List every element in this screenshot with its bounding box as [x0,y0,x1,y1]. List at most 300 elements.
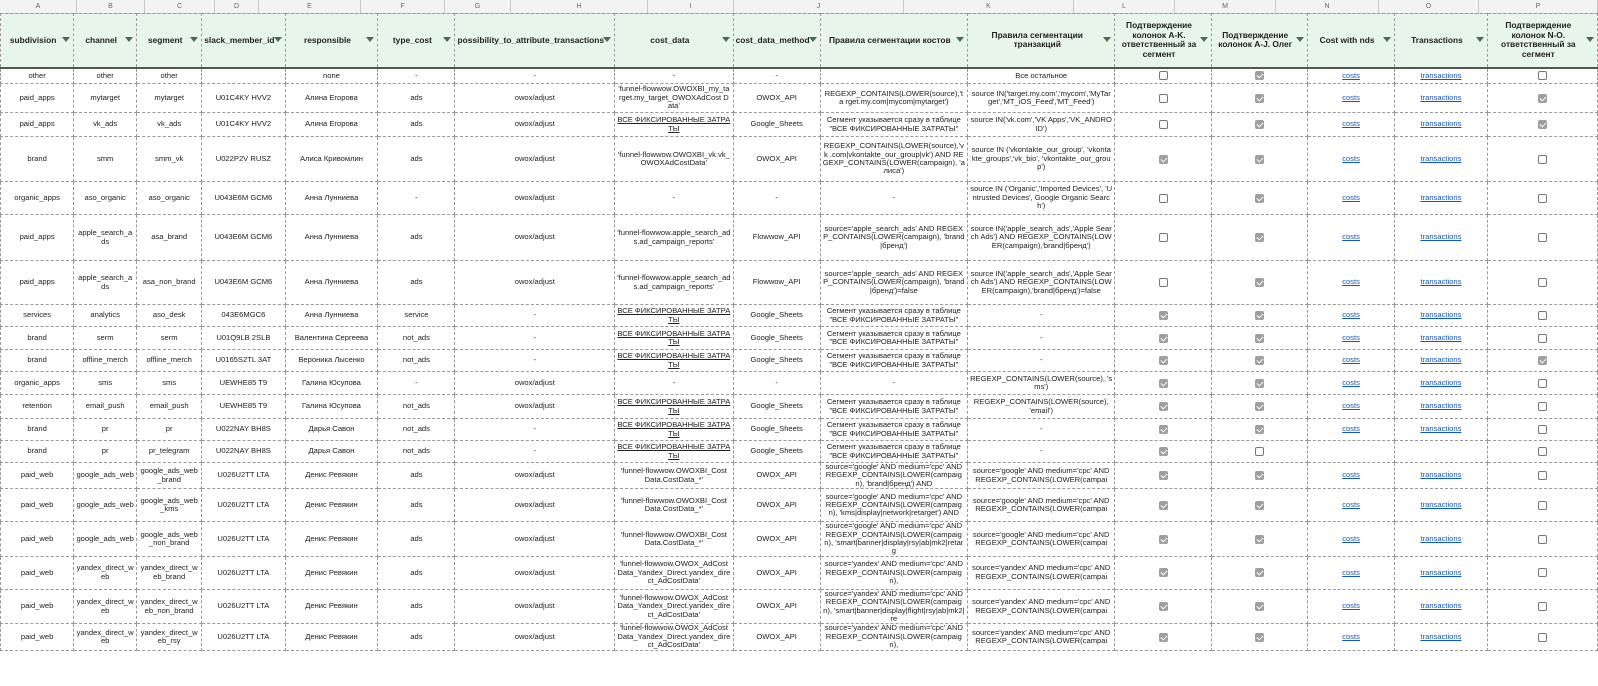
cell-confirm-no[interactable] [1487,305,1597,327]
cell-confirm-ak[interactable] [1115,84,1211,113]
cell-possibility[interactable] [455,522,615,557]
cell-type-cost[interactable] [378,419,455,441]
checkbox[interactable] [1538,334,1547,343]
transactions-link[interactable]: transactions [1420,601,1462,611]
checkbox[interactable] [1255,402,1264,411]
filter-dropdown-icon[interactable] [1383,37,1391,42]
checkbox[interactable] [1255,535,1264,544]
cell-confirm-aj[interactable] [1211,261,1307,305]
cell-channel[interactable] [74,215,137,261]
cell-cost-link[interactable] [1307,395,1394,419]
cell-type-cost[interactable] [378,463,455,489]
cell-confirm-ak[interactable] [1115,215,1211,261]
cell-type-cost[interactable] [378,137,455,182]
cell-channel[interactable] [74,327,137,350]
cell-trans-link[interactable] [1395,489,1487,522]
costs-link[interactable]: costs [1342,377,1360,387]
cell-type-cost[interactable] [378,350,455,372]
cell-type-cost[interactable] [378,372,455,395]
filter-dropdown-icon[interactable] [274,37,282,42]
checkbox[interactable] [1255,94,1264,103]
cell-cost-data-method[interactable] [733,350,820,372]
cell-confirm-ak[interactable] [1115,589,1211,624]
header-channel[interactable] [74,14,137,68]
checkbox[interactable] [1255,155,1264,164]
costs-link[interactable]: costs [1342,424,1360,434]
cell-cost-rules[interactable] [820,463,967,489]
transactions-link[interactable]: transactions [1420,500,1462,510]
cell-subdivision[interactable] [1,84,74,113]
header-cost-data-method[interactable] [733,14,820,68]
cell-cost-data-method[interactable] [733,419,820,441]
cell-cost-data-method[interactable] [733,372,820,395]
cell-confirm-aj[interactable] [1211,182,1307,215]
cell-cost-data-method[interactable] [733,522,820,557]
cell-possibility[interactable] [455,624,615,650]
cell-type-cost[interactable] [378,624,455,650]
cell-subdivision[interactable] [1,441,74,463]
cell-confirm-no[interactable] [1487,113,1597,137]
cell-responsible[interactable] [285,137,378,182]
cell-confirm-aj[interactable] [1211,113,1307,137]
cell-confirm-aj[interactable] [1211,441,1307,463]
cell-segment[interactable] [137,463,202,489]
cell-trans-link[interactable] [1395,441,1487,463]
cell-type-cost[interactable] [378,327,455,350]
checkbox[interactable] [1538,471,1547,480]
cell-segment[interactable] [137,137,202,182]
cell-trans-rules[interactable] [968,215,1115,261]
cell-subdivision[interactable] [1,68,74,84]
cell-confirm-aj[interactable] [1211,84,1307,113]
cell-cost-rules[interactable] [820,419,967,441]
column-letter-b[interactable]: B [77,0,145,13]
cell-responsible[interactable] [285,327,378,350]
checkbox[interactable] [1538,278,1547,287]
cell-confirm-no[interactable] [1487,463,1597,489]
cell-confirm-aj[interactable] [1211,305,1307,327]
checkbox[interactable] [1538,155,1547,164]
fixed-costs-link[interactable]: ВСЕ ФИКСИРОВАННЫЕ ЗАТРАТЫ [617,351,731,369]
column-letter-f[interactable]: F [361,0,445,13]
checkbox[interactable] [1159,155,1168,164]
costs-link[interactable]: costs [1342,332,1360,342]
cell-confirm-no[interactable] [1487,350,1597,372]
cell-cost-link[interactable] [1307,624,1394,650]
cell-cost-rules[interactable] [820,589,967,624]
checkbox[interactable] [1159,602,1168,611]
cell-channel[interactable] [74,182,137,215]
cell-slack-member-id[interactable] [202,522,285,557]
cell-cost-data[interactable] [615,441,734,463]
cell-trans-rules[interactable] [968,84,1115,113]
cell-responsible[interactable] [285,395,378,419]
cell-type-cost[interactable] [378,68,455,84]
cell-confirm-no[interactable] [1487,489,1597,522]
cell-cost-data-method[interactable] [733,489,820,522]
cell-confirm-aj[interactable] [1211,327,1307,350]
cell-confirm-ak[interactable] [1115,395,1211,419]
cell-confirm-no[interactable] [1487,182,1597,215]
column-letter-p[interactable]: P [1479,0,1598,13]
cell-segment[interactable] [137,489,202,522]
cell-cost-link[interactable] [1307,68,1394,84]
filter-dropdown-icon[interactable] [722,37,730,42]
header-subdivision[interactable] [1,14,74,68]
column-letter-e[interactable]: E [259,0,361,13]
cell-confirm-aj[interactable] [1211,350,1307,372]
cell-cost-data[interactable] [615,463,734,489]
cell-cost-rules[interactable] [820,113,967,137]
cell-type-cost[interactable] [378,489,455,522]
cell-confirm-no[interactable] [1487,215,1597,261]
cell-confirm-aj[interactable] [1211,395,1307,419]
cell-type-cost[interactable] [378,589,455,624]
cell-responsible[interactable] [285,113,378,137]
cell-type-cost[interactable] [378,395,455,419]
cell-cost-data[interactable] [615,489,734,522]
checkbox[interactable] [1538,447,1547,456]
cell-confirm-ak[interactable] [1115,463,1211,489]
cell-slack-member-id[interactable] [202,372,285,395]
cell-slack-member-id[interactable] [202,395,285,419]
costs-link[interactable]: costs [1342,470,1360,480]
fixed-costs-link[interactable]: ВСЕ ФИКСИРОВАННЫЕ ЗАТРАТЫ [617,328,731,346]
transactions-link[interactable]: transactions [1420,153,1462,163]
filter-dropdown-icon[interactable] [443,37,451,42]
transactions-link[interactable]: transactions [1420,119,1462,129]
cell-cost-link[interactable] [1307,419,1394,441]
transactions-link[interactable]: transactions [1420,401,1462,411]
cell-trans-rules[interactable] [968,182,1115,215]
cell-channel[interactable] [74,305,137,327]
cell-trans-link[interactable] [1395,68,1487,84]
cell-cost-data[interactable] [615,113,734,137]
checkbox[interactable] [1159,71,1168,80]
checkbox[interactable] [1159,501,1168,510]
cell-confirm-ak[interactable] [1115,350,1211,372]
cell-responsible[interactable] [285,372,378,395]
cell-cost-rules[interactable] [820,350,967,372]
cell-confirm-ak[interactable] [1115,489,1211,522]
cell-trans-rules[interactable] [968,589,1115,624]
cell-channel[interactable] [74,84,137,113]
cell-cost-data[interactable] [615,137,734,182]
checkbox[interactable] [1159,568,1168,577]
transactions-link[interactable]: transactions [1420,424,1462,434]
cell-cost-link[interactable] [1307,182,1394,215]
cell-possibility[interactable] [455,215,615,261]
cell-channel[interactable] [74,395,137,419]
filter-dropdown-icon[interactable] [190,37,198,42]
cell-channel[interactable] [74,68,137,84]
checkbox[interactable] [1538,71,1547,80]
cell-subdivision[interactable] [1,182,74,215]
cell-trans-link[interactable] [1395,522,1487,557]
cell-confirm-aj[interactable] [1211,556,1307,589]
costs-link[interactable]: costs [1342,567,1360,577]
cell-cost-data[interactable] [615,182,734,215]
cell-cost-data[interactable] [615,419,734,441]
checkbox[interactable] [1255,356,1264,365]
checkbox[interactable] [1538,568,1547,577]
cell-responsible[interactable] [285,261,378,305]
cell-cost-rules[interactable] [820,305,967,327]
cell-slack-member-id[interactable] [202,261,285,305]
fixed-costs-link[interactable]: ВСЕ ФИКСИРОВАННЫЕ ЗАТРАТЫ [617,306,731,324]
filter-dropdown-icon[interactable] [366,37,374,42]
cell-cost-data-method[interactable] [733,182,820,215]
cell-responsible[interactable] [285,305,378,327]
cell-cost-data-method[interactable] [733,261,820,305]
cell-confirm-no[interactable] [1487,84,1597,113]
costs-link[interactable]: costs [1342,70,1360,80]
cell-channel[interactable] [74,372,137,395]
cell-responsible[interactable] [285,182,378,215]
cell-cost-data[interactable] [615,305,734,327]
cell-cost-link[interactable] [1307,327,1394,350]
cell-slack-member-id[interactable] [202,441,285,463]
transactions-link[interactable]: transactions [1420,533,1462,543]
cell-subdivision[interactable] [1,419,74,441]
cell-responsible[interactable] [285,589,378,624]
cell-trans-link[interactable] [1395,350,1487,372]
cell-segment[interactable] [137,327,202,350]
cell-segment[interactable] [137,419,202,441]
cell-segment[interactable] [137,215,202,261]
cell-cost-rules[interactable] [820,372,967,395]
cell-possibility[interactable] [455,350,615,372]
checkbox[interactable] [1255,425,1264,434]
cell-possibility[interactable] [455,489,615,522]
cell-cost-rules[interactable] [820,624,967,650]
cell-cost-rules[interactable] [820,489,967,522]
cell-cost-link[interactable] [1307,372,1394,395]
cell-trans-link[interactable] [1395,463,1487,489]
cell-segment[interactable] [137,624,202,650]
transactions-link[interactable]: transactions [1420,92,1462,102]
cell-possibility[interactable] [455,463,615,489]
cell-cost-link[interactable] [1307,261,1394,305]
checkbox[interactable] [1159,447,1168,456]
cell-responsible[interactable] [285,522,378,557]
cell-confirm-no[interactable] [1487,395,1597,419]
cell-trans-link[interactable] [1395,624,1487,650]
cell-channel[interactable] [74,419,137,441]
cell-segment[interactable] [137,372,202,395]
filter-dropdown-icon[interactable] [1476,37,1484,42]
cell-channel[interactable] [74,137,137,182]
cell-cost-rules[interactable] [820,556,967,589]
cell-slack-member-id[interactable] [202,489,285,522]
cell-cost-data[interactable] [615,261,734,305]
cell-subdivision[interactable] [1,305,74,327]
costs-link[interactable]: costs [1342,355,1360,365]
cell-cost-data[interactable] [615,84,734,113]
checkbox[interactable] [1255,278,1264,287]
cell-type-cost[interactable] [378,522,455,557]
cell-trans-rules[interactable] [968,372,1115,395]
cell-cost-data-method[interactable] [733,305,820,327]
column-letter-a[interactable]: A [0,0,77,13]
cell-cost-data-method[interactable] [733,395,820,419]
cell-cost-data-method[interactable] [733,84,820,113]
filter-dropdown-icon[interactable] [62,37,70,42]
cell-confirm-aj[interactable] [1211,419,1307,441]
checkbox[interactable] [1159,120,1168,129]
cell-trans-rules[interactable] [968,556,1115,589]
checkbox[interactable] [1538,311,1547,320]
cell-cost-data[interactable] [615,372,734,395]
cell-slack-member-id[interactable] [202,556,285,589]
cell-cost-link[interactable] [1307,589,1394,624]
cell-cost-link[interactable] [1307,489,1394,522]
cell-cost-link[interactable] [1307,350,1394,372]
cell-confirm-aj[interactable] [1211,137,1307,182]
checkbox[interactable] [1159,402,1168,411]
checkbox[interactable] [1159,356,1168,365]
column-letter-c[interactable]: C [145,0,215,13]
checkbox[interactable] [1255,233,1264,242]
cell-channel[interactable] [74,489,137,522]
cell-confirm-aj[interactable] [1211,489,1307,522]
cell-confirm-no[interactable] [1487,261,1597,305]
checkbox[interactable] [1159,425,1168,434]
cell-trans-link[interactable] [1395,305,1487,327]
cell-trans-rules[interactable] [968,489,1115,522]
cell-confirm-no[interactable] [1487,419,1597,441]
cell-segment[interactable] [137,556,202,589]
cell-responsible[interactable] [285,350,378,372]
costs-link[interactable]: costs [1342,401,1360,411]
cell-cost-data-method[interactable] [733,68,820,84]
cell-trans-rules[interactable] [968,463,1115,489]
checkbox[interactable] [1255,71,1264,80]
cell-trans-link[interactable] [1395,327,1487,350]
cell-cost-rules[interactable] [820,522,967,557]
costs-link[interactable]: costs [1342,533,1360,543]
cell-subdivision[interactable] [1,395,74,419]
filter-dropdown-icon[interactable] [1200,37,1208,42]
cell-trans-link[interactable] [1395,395,1487,419]
cell-trans-link[interactable] [1395,182,1487,215]
cell-cost-data-method[interactable] [733,441,820,463]
cell-cost-link[interactable] [1307,556,1394,589]
cell-possibility[interactable] [455,419,615,441]
cell-cost-data[interactable] [615,68,734,84]
cell-confirm-ak[interactable] [1115,419,1211,441]
costs-link[interactable]: costs [1342,153,1360,163]
checkbox[interactable] [1159,233,1168,242]
cell-trans-rules[interactable] [968,350,1115,372]
cell-segment[interactable] [137,113,202,137]
cell-possibility[interactable] [455,589,615,624]
filter-dropdown-icon[interactable] [1103,37,1111,42]
column-letter-m[interactable]: M [1175,0,1276,13]
checkbox[interactable] [1159,379,1168,388]
transactions-link[interactable]: transactions [1420,470,1462,480]
cell-cost-rules[interactable] [820,327,967,350]
cell-channel[interactable] [74,624,137,650]
cell-cost-data[interactable] [615,215,734,261]
cell-responsible[interactable] [285,441,378,463]
fixed-costs-link[interactable]: ВСЕ ФИКСИРОВАННЫЕ ЗАТРАТЫ [617,442,731,460]
cell-confirm-aj[interactable] [1211,463,1307,489]
cell-slack-member-id[interactable] [202,305,285,327]
checkbox[interactable] [1255,379,1264,388]
cell-subdivision[interactable] [1,489,74,522]
cell-trans-link[interactable] [1395,261,1487,305]
column-letter-g[interactable]: G [445,0,511,13]
checkbox[interactable] [1255,568,1264,577]
checkbox[interactable] [1538,402,1547,411]
cell-confirm-no[interactable] [1487,68,1597,84]
cell-subdivision[interactable] [1,261,74,305]
header-cost-rules[interactable] [820,14,967,68]
cell-type-cost[interactable] [378,182,455,215]
column-letter-d[interactable]: D [215,0,259,13]
cell-possibility[interactable] [455,305,615,327]
cell-subdivision[interactable] [1,113,74,137]
cell-possibility[interactable] [455,113,615,137]
cell-slack-member-id[interactable] [202,327,285,350]
cell-cost-data[interactable] [615,327,734,350]
cell-trans-rules[interactable] [968,419,1115,441]
cell-subdivision[interactable] [1,463,74,489]
cell-cost-data-method[interactable] [733,137,820,182]
cell-trans-rules[interactable] [968,441,1115,463]
cell-channel[interactable] [74,589,137,624]
checkbox[interactable] [1255,194,1264,203]
checkbox[interactable] [1538,94,1547,103]
cell-trans-link[interactable] [1395,556,1487,589]
cell-slack-member-id[interactable] [202,215,285,261]
filter-dropdown-icon[interactable] [603,37,611,42]
cell-type-cost[interactable] [378,113,455,137]
cell-possibility[interactable] [455,395,615,419]
cell-responsible[interactable] [285,556,378,589]
cell-trans-rules[interactable] [968,395,1115,419]
cell-confirm-ak[interactable] [1115,441,1211,463]
checkbox[interactable] [1159,311,1168,320]
cell-subdivision[interactable] [1,327,74,350]
checkbox[interactable] [1538,194,1547,203]
cell-channel[interactable] [74,441,137,463]
cell-channel[interactable] [74,113,137,137]
cell-cost-link[interactable] [1307,84,1394,113]
cell-responsible[interactable] [285,489,378,522]
cell-cost-data[interactable] [615,556,734,589]
cell-trans-link[interactable] [1395,589,1487,624]
cell-type-cost[interactable] [378,556,455,589]
column-letter-k[interactable]: K [904,0,1074,13]
checkbox[interactable] [1538,356,1547,365]
cell-slack-member-id[interactable] [202,137,285,182]
checkbox[interactable] [1538,233,1547,242]
fixed-costs-link[interactable]: ВСЕ ФИКСИРОВАННЫЕ ЗАТРАТЫ [617,115,731,133]
header-confirm-ak[interactable] [1115,14,1211,68]
cell-confirm-ak[interactable] [1115,305,1211,327]
cell-possibility[interactable] [455,261,615,305]
cell-cost-rules[interactable] [820,261,967,305]
checkbox[interactable] [1255,501,1264,510]
checkbox[interactable] [1538,425,1547,434]
filter-dropdown-icon[interactable] [1296,37,1304,42]
checkbox[interactable] [1538,379,1547,388]
filter-dropdown-icon[interactable] [809,37,817,42]
checkbox[interactable] [1159,278,1168,287]
cell-cost-link[interactable] [1307,441,1394,463]
